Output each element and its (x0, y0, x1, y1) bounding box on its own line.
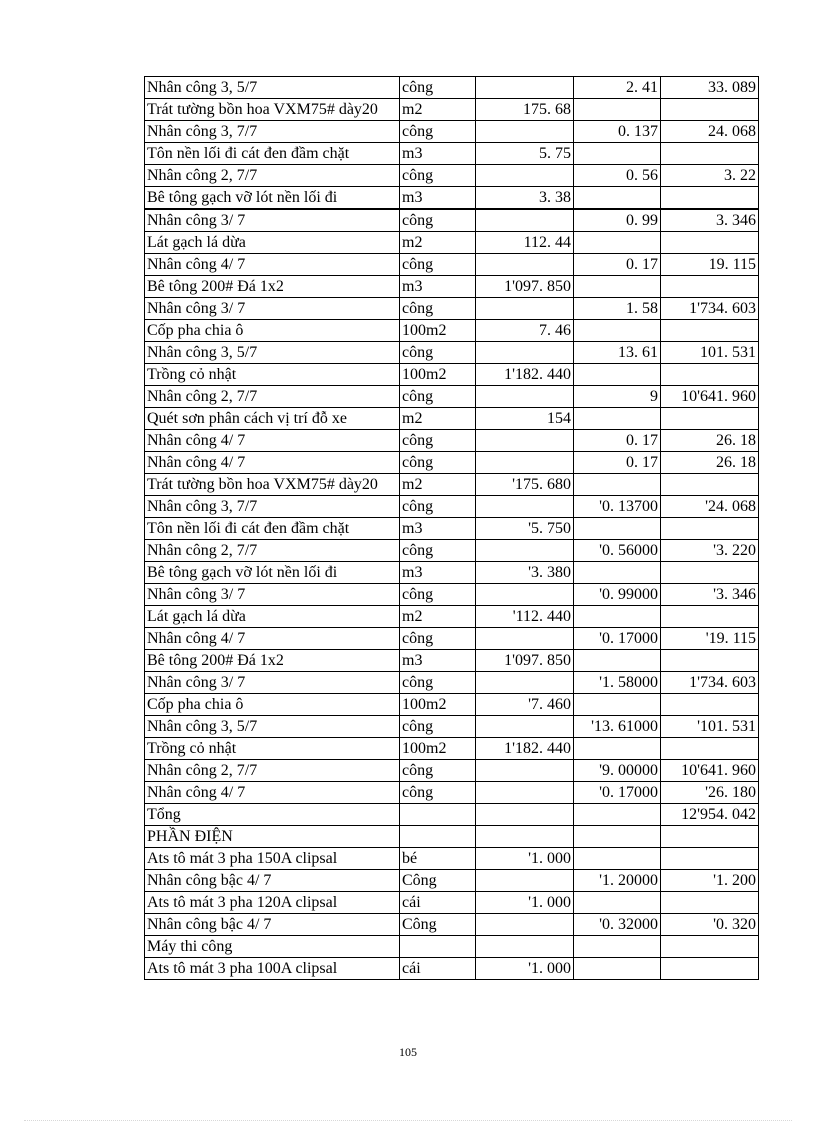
table-row (145, 254, 759, 276)
item-name-cell: Bê tông 200# Đá 1x2 (145, 276, 400, 298)
unit-cell: cái (400, 892, 476, 914)
total-cell (661, 650, 759, 672)
coefficient-cell (574, 99, 661, 121)
quantity-cell (476, 430, 574, 452)
item-name-cell: Tôn nền lối đi cát đen đầm chặt (145, 143, 400, 165)
table-row (145, 408, 759, 430)
table-row (145, 430, 759, 452)
total-cell (661, 320, 759, 342)
unit-cell (400, 826, 476, 848)
coefficient-cell: 2. 41 (574, 77, 661, 99)
table-row (145, 958, 759, 980)
table-row (145, 892, 759, 914)
coefficient-cell: 0. 99 (574, 209, 661, 232)
item-name-cell: Tôn nền lối đi cát đen đầm chặt (145, 518, 400, 540)
quantity-cell (476, 870, 574, 892)
coefficient-cell: '0. 17000 (574, 782, 661, 804)
table-row (145, 342, 759, 364)
unit-cell: 100m2 (400, 738, 476, 760)
total-cell: '24. 068 (661, 496, 759, 518)
total-cell (661, 276, 759, 298)
item-name-cell: Bê tông 200# Đá 1x2 (145, 650, 400, 672)
item-name-cell: Nhân công 4/ 7 (145, 430, 400, 452)
coefficient-cell: '0. 32000 (574, 914, 661, 936)
quantity-cell (476, 936, 574, 958)
table-row (145, 474, 759, 496)
item-name-cell: Trát tường bồn hoa VXM75# dày20 (145, 474, 400, 496)
total-cell: 33. 089 (661, 77, 759, 99)
unit-cell: công (400, 342, 476, 364)
footer-divider (24, 1120, 792, 1121)
total-cell (661, 958, 759, 980)
unit-cell: công (400, 254, 476, 276)
coefficient-cell (574, 804, 661, 826)
coefficient-cell: '13. 61000 (574, 716, 661, 738)
coefficient-cell (574, 562, 661, 584)
unit-cell: Công (400, 914, 476, 936)
item-name-cell: Nhân công 3, 5/7 (145, 77, 400, 99)
quantity-cell: '7. 460 (476, 694, 574, 716)
table-row (145, 936, 759, 958)
item-name-cell: Nhân công 3/ 7 (145, 298, 400, 320)
item-name-cell: Trồng cỏ nhật (145, 364, 400, 386)
coefficient-cell (574, 826, 661, 848)
item-name-cell: Nhân công 2, 7/7 (145, 760, 400, 782)
unit-cell: công (400, 430, 476, 452)
item-name-cell: Nhân công 4/ 7 (145, 254, 400, 276)
coefficient-cell (574, 650, 661, 672)
total-cell (661, 518, 759, 540)
unit-cell: công (400, 584, 476, 606)
unit-cell: m3 (400, 518, 476, 540)
table-row (145, 826, 759, 848)
coefficient-cell: '0. 56000 (574, 540, 661, 562)
quantity-cell: '5. 750 (476, 518, 574, 540)
coefficient-cell (574, 958, 661, 980)
quantity-cell: 154 (476, 408, 574, 430)
quantity-cell (476, 804, 574, 826)
total-cell: '3. 346 (661, 584, 759, 606)
item-name-cell: Nhân công 3/ 7 (145, 672, 400, 694)
total-cell (661, 408, 759, 430)
item-name-cell: Nhân công 4/ 7 (145, 628, 400, 650)
coefficient-cell: '9. 00000 (574, 760, 661, 782)
unit-cell: 100m2 (400, 320, 476, 342)
total-cell: 1'734. 603 (661, 672, 759, 694)
item-name-cell: Nhân công 2, 7/7 (145, 540, 400, 562)
quantity-cell (476, 672, 574, 694)
table-row (145, 143, 759, 165)
item-name-cell: Nhân công 4/ 7 (145, 452, 400, 474)
page-number: 105 (399, 1045, 417, 1059)
table-row (145, 848, 759, 870)
table-row (145, 209, 759, 232)
item-name-cell: Ats tô mát 3 pha 100A clipsal (145, 958, 400, 980)
table-row (145, 298, 759, 320)
total-cell: 12'954. 042 (661, 804, 759, 826)
total-cell: '26. 180 (661, 782, 759, 804)
total-cell (661, 892, 759, 914)
coefficient-cell (574, 143, 661, 165)
coefficient-cell (574, 474, 661, 496)
table-row (145, 606, 759, 628)
quantity-cell (476, 914, 574, 936)
quantity-cell: '112. 440 (476, 606, 574, 628)
total-cell: 3. 346 (661, 209, 759, 232)
item-name-cell: PHẦN ĐIỆN (145, 826, 400, 848)
item-name-cell: Nhân công 3/ 7 (145, 209, 400, 232)
quantity-cell (476, 77, 574, 99)
total-cell: 19. 115 (661, 254, 759, 276)
unit-cell: công (400, 165, 476, 187)
total-cell: 1'734. 603 (661, 298, 759, 320)
coefficient-cell (574, 187, 661, 210)
quantity-cell: 1'097. 850 (476, 276, 574, 298)
quantity-cell (476, 496, 574, 518)
item-name-cell: Tổng (145, 804, 400, 826)
item-name-cell: Trồng cỏ nhật (145, 738, 400, 760)
quantity-cell (476, 342, 574, 364)
total-cell (661, 848, 759, 870)
item-name-cell: Nhân công bậc 4/ 7 (145, 914, 400, 936)
total-cell: '101. 531 (661, 716, 759, 738)
coefficient-cell: '1. 58000 (574, 672, 661, 694)
item-name-cell: Nhân công 2, 7/7 (145, 386, 400, 408)
total-cell (661, 694, 759, 716)
table-row (145, 716, 759, 738)
quantity-cell: '1. 000 (476, 848, 574, 870)
quantity-cell (476, 209, 574, 232)
quantity-cell: '1. 000 (476, 958, 574, 980)
unit-cell: công (400, 760, 476, 782)
unit-cell: Công (400, 870, 476, 892)
total-cell: 26. 18 (661, 452, 759, 474)
unit-cell: m2 (400, 232, 476, 254)
total-cell: '1. 200 (661, 870, 759, 892)
item-name-cell: Nhân công 3/ 7 (145, 584, 400, 606)
coefficient-cell (574, 606, 661, 628)
quantity-cell: 1'182. 440 (476, 738, 574, 760)
item-name-cell: Nhân công 3, 5/7 (145, 716, 400, 738)
quantity-cell (476, 782, 574, 804)
coefficient-cell (574, 848, 661, 870)
coefficient-cell: 0. 17 (574, 452, 661, 474)
total-cell (661, 606, 759, 628)
table-row (145, 518, 759, 540)
quantity-cell (476, 165, 574, 187)
item-name-cell: Máy thi công (145, 936, 400, 958)
table-row (145, 320, 759, 342)
table-row (145, 738, 759, 760)
item-name-cell: Nhân công 2, 7/7 (145, 165, 400, 187)
table-row (145, 804, 759, 826)
total-cell (661, 232, 759, 254)
table-row (145, 187, 759, 210)
total-cell (661, 474, 759, 496)
table-row (145, 232, 759, 254)
table-row (145, 672, 759, 694)
unit-cell: m3 (400, 143, 476, 165)
unit-cell: công (400, 452, 476, 474)
item-name-cell: Lát gạch lá dừa (145, 606, 400, 628)
coefficient-cell (574, 738, 661, 760)
unit-cell: m2 (400, 606, 476, 628)
table-row (145, 99, 759, 121)
unit-cell: m3 (400, 187, 476, 210)
cost-table-body (145, 77, 759, 980)
total-cell (661, 826, 759, 848)
total-cell (661, 187, 759, 210)
quantity-cell (476, 452, 574, 474)
total-cell: 101. 531 (661, 342, 759, 364)
item-name-cell: Nhân công bậc 4/ 7 (145, 870, 400, 892)
table-row (145, 165, 759, 187)
total-cell: '19. 115 (661, 628, 759, 650)
total-cell (661, 738, 759, 760)
quantity-cell (476, 386, 574, 408)
table-row (145, 386, 759, 408)
table-row (145, 562, 759, 584)
coefficient-cell: 0. 17 (574, 254, 661, 276)
item-name-cell: Nhân công 3, 5/7 (145, 342, 400, 364)
quantity-cell: '1. 000 (476, 892, 574, 914)
item-name-cell: Bê tông gạch vỡ lót nền lối đi (145, 562, 400, 584)
total-cell: 10'641. 960 (661, 760, 759, 782)
total-cell: 3. 22 (661, 165, 759, 187)
table-row (145, 694, 759, 716)
table-row (145, 276, 759, 298)
item-name-cell: Bê tông gạch vỡ lót nền lối đi (145, 187, 400, 210)
coefficient-cell: '1. 20000 (574, 870, 661, 892)
coefficient-cell: '0. 17000 (574, 628, 661, 650)
quantity-cell: 1'182. 440 (476, 364, 574, 386)
coefficient-cell (574, 518, 661, 540)
coefficient-cell (574, 232, 661, 254)
unit-cell: công (400, 121, 476, 143)
item-name-cell: Quét sơn phân cách vị trí đỗ xe (145, 408, 400, 430)
quantity-cell (476, 628, 574, 650)
item-name-cell: Ats tô mát 3 pha 150A clipsal (145, 848, 400, 870)
table-row (145, 628, 759, 650)
unit-cell: m3 (400, 276, 476, 298)
coefficient-cell: 0. 56 (574, 165, 661, 187)
item-name-cell: Cốp pha chia ô (145, 694, 400, 716)
item-name-cell: Trát tường bồn hoa VXM75# dày20 (145, 99, 400, 121)
item-name-cell: Nhân công 4/ 7 (145, 782, 400, 804)
total-cell (661, 364, 759, 386)
unit-cell: m2 (400, 99, 476, 121)
unit-cell: công (400, 77, 476, 99)
total-cell (661, 562, 759, 584)
table-row (145, 760, 759, 782)
item-name-cell: Ats tô mát 3 pha 120A clipsal (145, 892, 400, 914)
unit-cell: m2 (400, 474, 476, 496)
table-row (145, 540, 759, 562)
unit-cell: công (400, 628, 476, 650)
total-cell: 10'641. 960 (661, 386, 759, 408)
item-name-cell: Nhân công 3, 7/7 (145, 121, 400, 143)
total-cell (661, 936, 759, 958)
quantity-cell: 5. 75 (476, 143, 574, 165)
quantity-cell (476, 716, 574, 738)
coefficient-cell (574, 892, 661, 914)
unit-cell (400, 936, 476, 958)
coefficient-cell (574, 408, 661, 430)
table-row (145, 584, 759, 606)
table-row (145, 121, 759, 143)
unit-cell: 100m2 (400, 364, 476, 386)
quantity-cell (476, 584, 574, 606)
unit-cell: m3 (400, 650, 476, 672)
quantity-cell (476, 121, 574, 143)
unit-cell: công (400, 540, 476, 562)
total-cell: 26. 18 (661, 430, 759, 452)
unit-cell: 100m2 (400, 694, 476, 716)
table-row (145, 870, 759, 892)
total-cell (661, 143, 759, 165)
table-row (145, 496, 759, 518)
total-cell: '3. 220 (661, 540, 759, 562)
unit-cell: công (400, 298, 476, 320)
unit-cell: công (400, 672, 476, 694)
coefficient-cell: 0. 17 (574, 430, 661, 452)
unit-cell: công (400, 716, 476, 738)
coefficient-cell (574, 364, 661, 386)
coefficient-cell: 0. 137 (574, 121, 661, 143)
total-cell: 24. 068 (661, 121, 759, 143)
coefficient-cell (574, 320, 661, 342)
unit-cell (400, 804, 476, 826)
table-row (145, 452, 759, 474)
quantity-cell: '175. 680 (476, 474, 574, 496)
coefficient-cell (574, 276, 661, 298)
table-row (145, 364, 759, 386)
total-cell (661, 99, 759, 121)
coefficient-cell: 1. 58 (574, 298, 661, 320)
coefficient-cell: '0. 13700 (574, 496, 661, 518)
table-row (145, 914, 759, 936)
quantity-cell (476, 298, 574, 320)
table-row (145, 77, 759, 99)
cost-table (144, 76, 759, 980)
unit-cell: công (400, 782, 476, 804)
quantity-cell (476, 540, 574, 562)
unit-cell: cái (400, 958, 476, 980)
quantity-cell (476, 826, 574, 848)
quantity-cell: 112. 44 (476, 232, 574, 254)
total-cell: '0. 320 (661, 914, 759, 936)
coefficient-cell: '0. 99000 (574, 584, 661, 606)
unit-cell: m3 (400, 562, 476, 584)
unit-cell: công (400, 209, 476, 232)
quantity-cell (476, 760, 574, 782)
quantity-cell (476, 254, 574, 276)
quantity-cell: 3. 38 (476, 187, 574, 210)
unit-cell: công (400, 386, 476, 408)
unit-cell: bé (400, 848, 476, 870)
coefficient-cell: 9 (574, 386, 661, 408)
quantity-cell: '3. 380 (476, 562, 574, 584)
unit-cell: công (400, 496, 476, 518)
table-row (145, 650, 759, 672)
coefficient-cell (574, 694, 661, 716)
coefficient-cell (574, 936, 661, 958)
quantity-cell: 1'097. 850 (476, 650, 574, 672)
unit-cell: m2 (400, 408, 476, 430)
quantity-cell: 7. 46 (476, 320, 574, 342)
item-name-cell: Cốp pha chia ô (145, 320, 400, 342)
coefficient-cell: 13. 61 (574, 342, 661, 364)
quantity-cell: 175. 68 (476, 99, 574, 121)
item-name-cell: Nhân công 3, 7/7 (145, 496, 400, 518)
table-row (145, 782, 759, 804)
item-name-cell: Lát gạch lá dừa (145, 232, 400, 254)
